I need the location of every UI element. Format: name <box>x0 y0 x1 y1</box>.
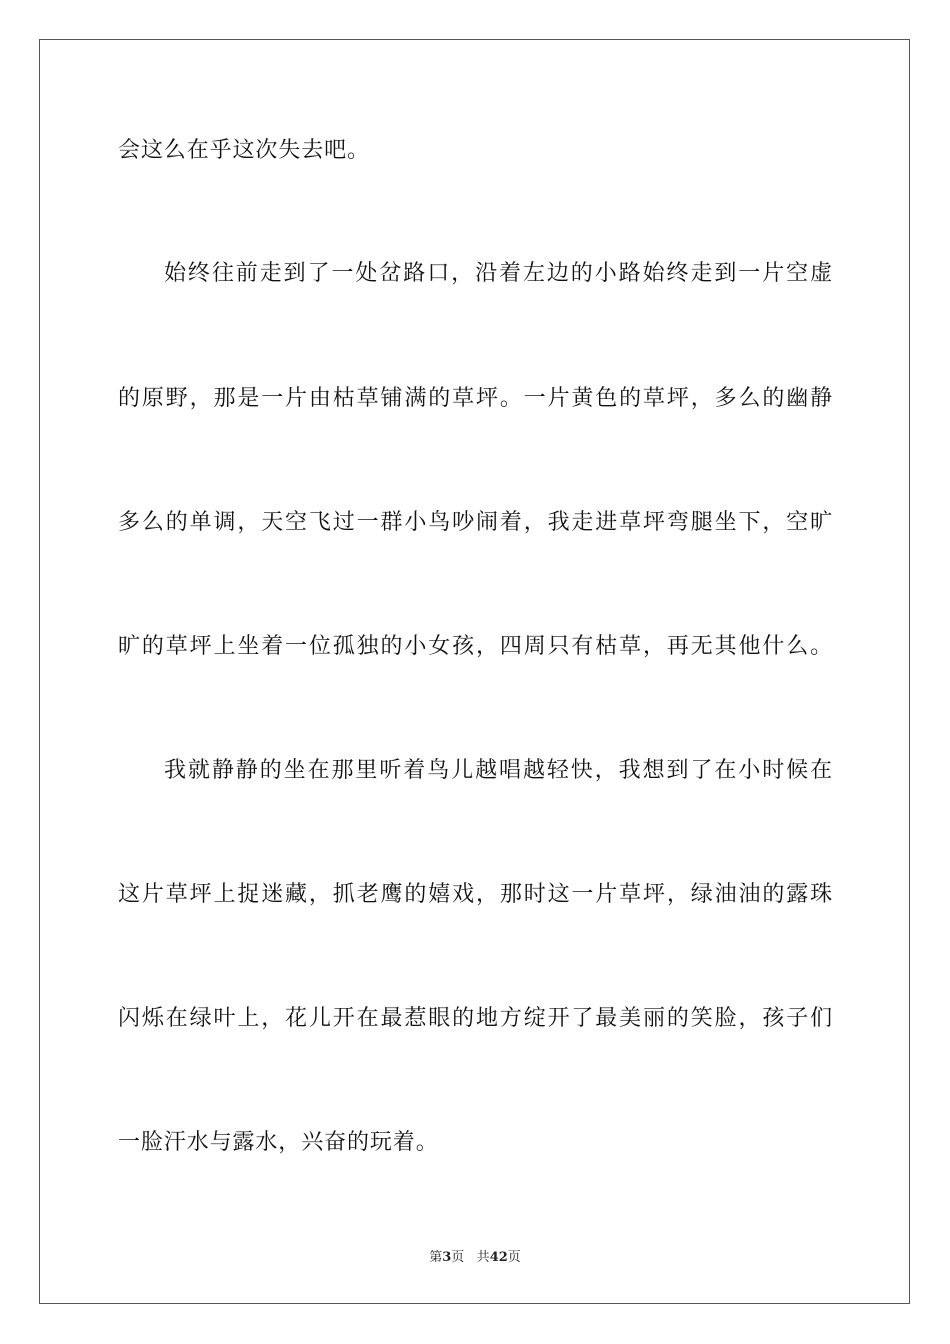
total-pages: 42 <box>489 1250 508 1265</box>
paragraph-2-line-4: 旷的草坪上坐着一位孤独的小女孩，四周只有枯草，再无其他什么。 <box>118 634 833 659</box>
page-suffix: 页 <box>451 1250 465 1265</box>
text-line-1: 会这么在乎这次失去吧。 <box>118 138 370 163</box>
paragraph-3-line-3: 闪烁在绿叶上，花儿开在最惹眼的地方绽开了最美丽的笑脸，孩子们 <box>118 1006 833 1031</box>
page-prefix: 第 <box>429 1250 443 1265</box>
page-number: 3 <box>442 1250 452 1265</box>
paragraph-2-line-3: 多么的单调，天空飞过一群小鸟吵闹着，我走进草坪弯腿坐下，空旷 <box>118 510 833 535</box>
paragraph-2-line-1: 始终往前走到了一处岔路口，沿着左边的小路始终走到一片空虚 <box>164 261 833 286</box>
page-footer <box>0 1249 950 1267</box>
paragraph-3-line-4: 一脸汗水与露水，兴奋的玩着。 <box>118 1130 439 1155</box>
paragraph-2-line-2: 的原野，那是一片由枯草铺满的草坪。一片黄色的草坪，多么的幽静 <box>118 386 833 411</box>
paragraph-3-line-2: 这片草坪上捉迷藏，抓老鹰的嬉戏，那时这一片草坪，绿油油的露珠 <box>118 882 833 907</box>
total-prefix: 共 <box>476 1250 490 1265</box>
total-suffix: 页 <box>507 1250 521 1265</box>
paragraph-3-line-1: 我就静静的坐在那里听着鸟儿越唱越轻快，我想到了在小时候在 <box>164 758 833 783</box>
page-border <box>39 39 910 1304</box>
